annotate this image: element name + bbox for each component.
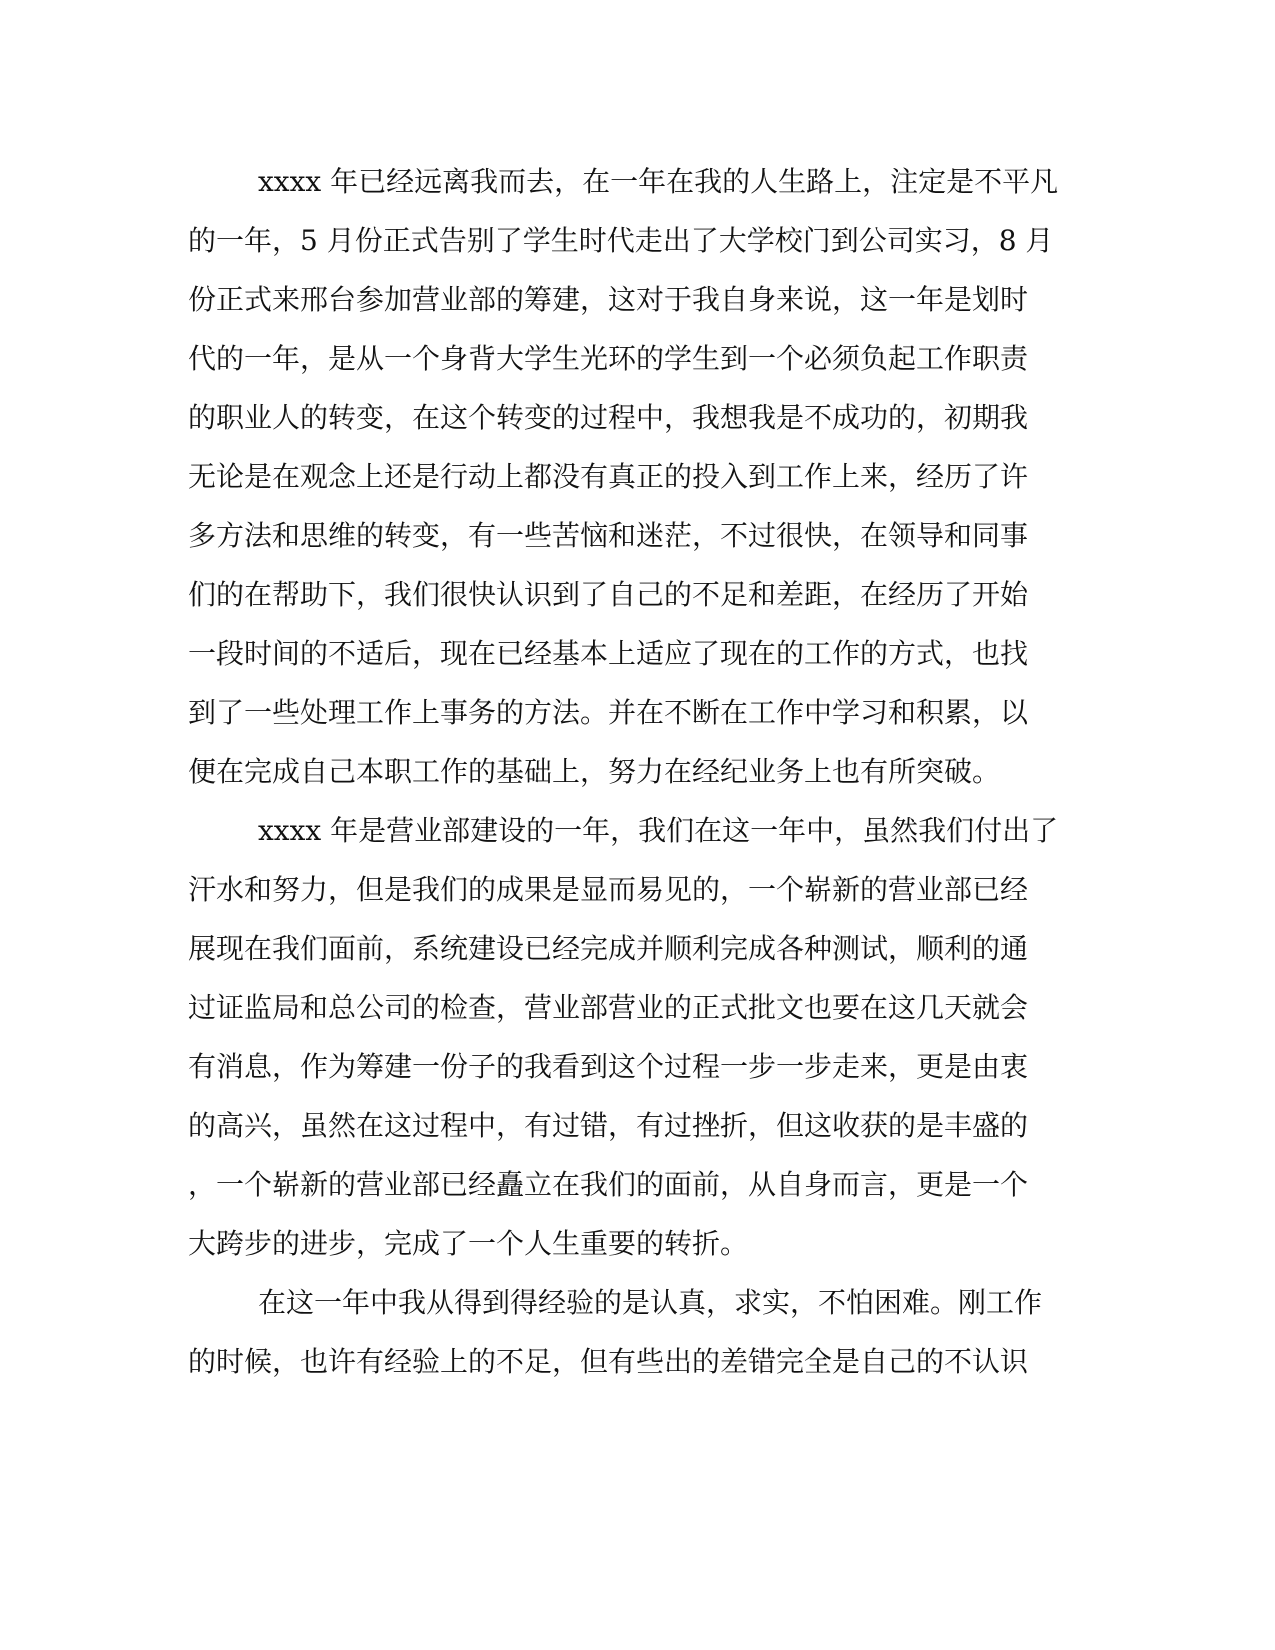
paragraph-2-line-4: 过证监局和总公司的检查，营业部营业的正式批文也要在这几天就会 xyxy=(188,991,1029,1024)
paragraph-3-line-2: 的时候，也许有经验上的不足，但有些出的差错完全是自己的不认识 xyxy=(188,1345,1029,1378)
paragraph-2-line-6: 的高兴，虽然在这过程中，有过错，有过挫折，但这收获的是丰盛的 xyxy=(188,1109,1029,1142)
paragraph-2-line-3: 展现在我们面前，系统建设已经完成并顺利完成各种测试，顺利的通 xyxy=(188,932,1029,965)
paragraph-1-line-5: 的职业人的转变，在这个转变的过程中，我想我是不成功的，初期我 xyxy=(188,401,1029,434)
paragraph-3-line-1: 在这一年中我从得到得经验的是认真，求实，不怕困难。刚工作 xyxy=(258,1286,1043,1319)
paragraph-2-line-1: xxxx 年是营业部建设的一年，我们在这一年中，虽然我们付出了 xyxy=(258,814,1059,847)
paragraph-2-line-2: 汗水和努力，但是我们的成果是显而易见的，一个崭新的营业部已经 xyxy=(188,873,1029,906)
paragraph-1-line-11: 便在完成自己本职工作的基础上，努力在经纪业务上也有所突破。 xyxy=(188,755,1001,788)
paragraph-2-line-8: 大跨步的进步，完成了一个人生重要的转折。 xyxy=(188,1227,749,1260)
paragraph-1-line-2: 的一年，5 月份正式告别了学生时代走出了大学校门到公司实习，8 月 xyxy=(188,224,1054,257)
paragraph-1-line-8: 们的在帮助下，我们很快认识到了自己的不足和差距，在经历了开始 xyxy=(188,578,1029,611)
paragraph-1-line-4: 代的一年，是从一个身背大学生光环的学生到一个必须负起工作职责 xyxy=(188,342,1029,375)
paragraph-1-line-7: 多方法和思维的转变，有一些苦恼和迷茫，不过很快，在领导和同事 xyxy=(188,519,1029,552)
paragraph-2-line-5: 有消息，作为筹建一份子的我看到这个过程一步一步走来，更是由衷 xyxy=(188,1050,1029,1083)
paragraph-1-line-9: 一段时间的不适后，现在已经基本上适应了现在的工作的方式，也找 xyxy=(188,637,1029,670)
paragraph-2-line-7: ，一个崭新的营业部已经矗立在我们的面前，从自身而言，更是一个 xyxy=(188,1168,1029,1201)
paragraph-1-line-10: 到了一些处理工作上事务的方法。并在不断在工作中学习和积累，以 xyxy=(188,696,1029,729)
paragraph-1-line-3: 份正式来邢台参加营业部的筹建，这对于我自身来说，这一年是划时 xyxy=(188,283,1029,316)
paragraph-1-line-6: 无论是在观念上还是行动上都没有真正的投入到工作上来，经历了许 xyxy=(188,460,1029,493)
paragraph-1-line-1: xxxx 年已经远离我而去，在一年在我的人生路上，注定是不平凡 xyxy=(258,165,1059,198)
